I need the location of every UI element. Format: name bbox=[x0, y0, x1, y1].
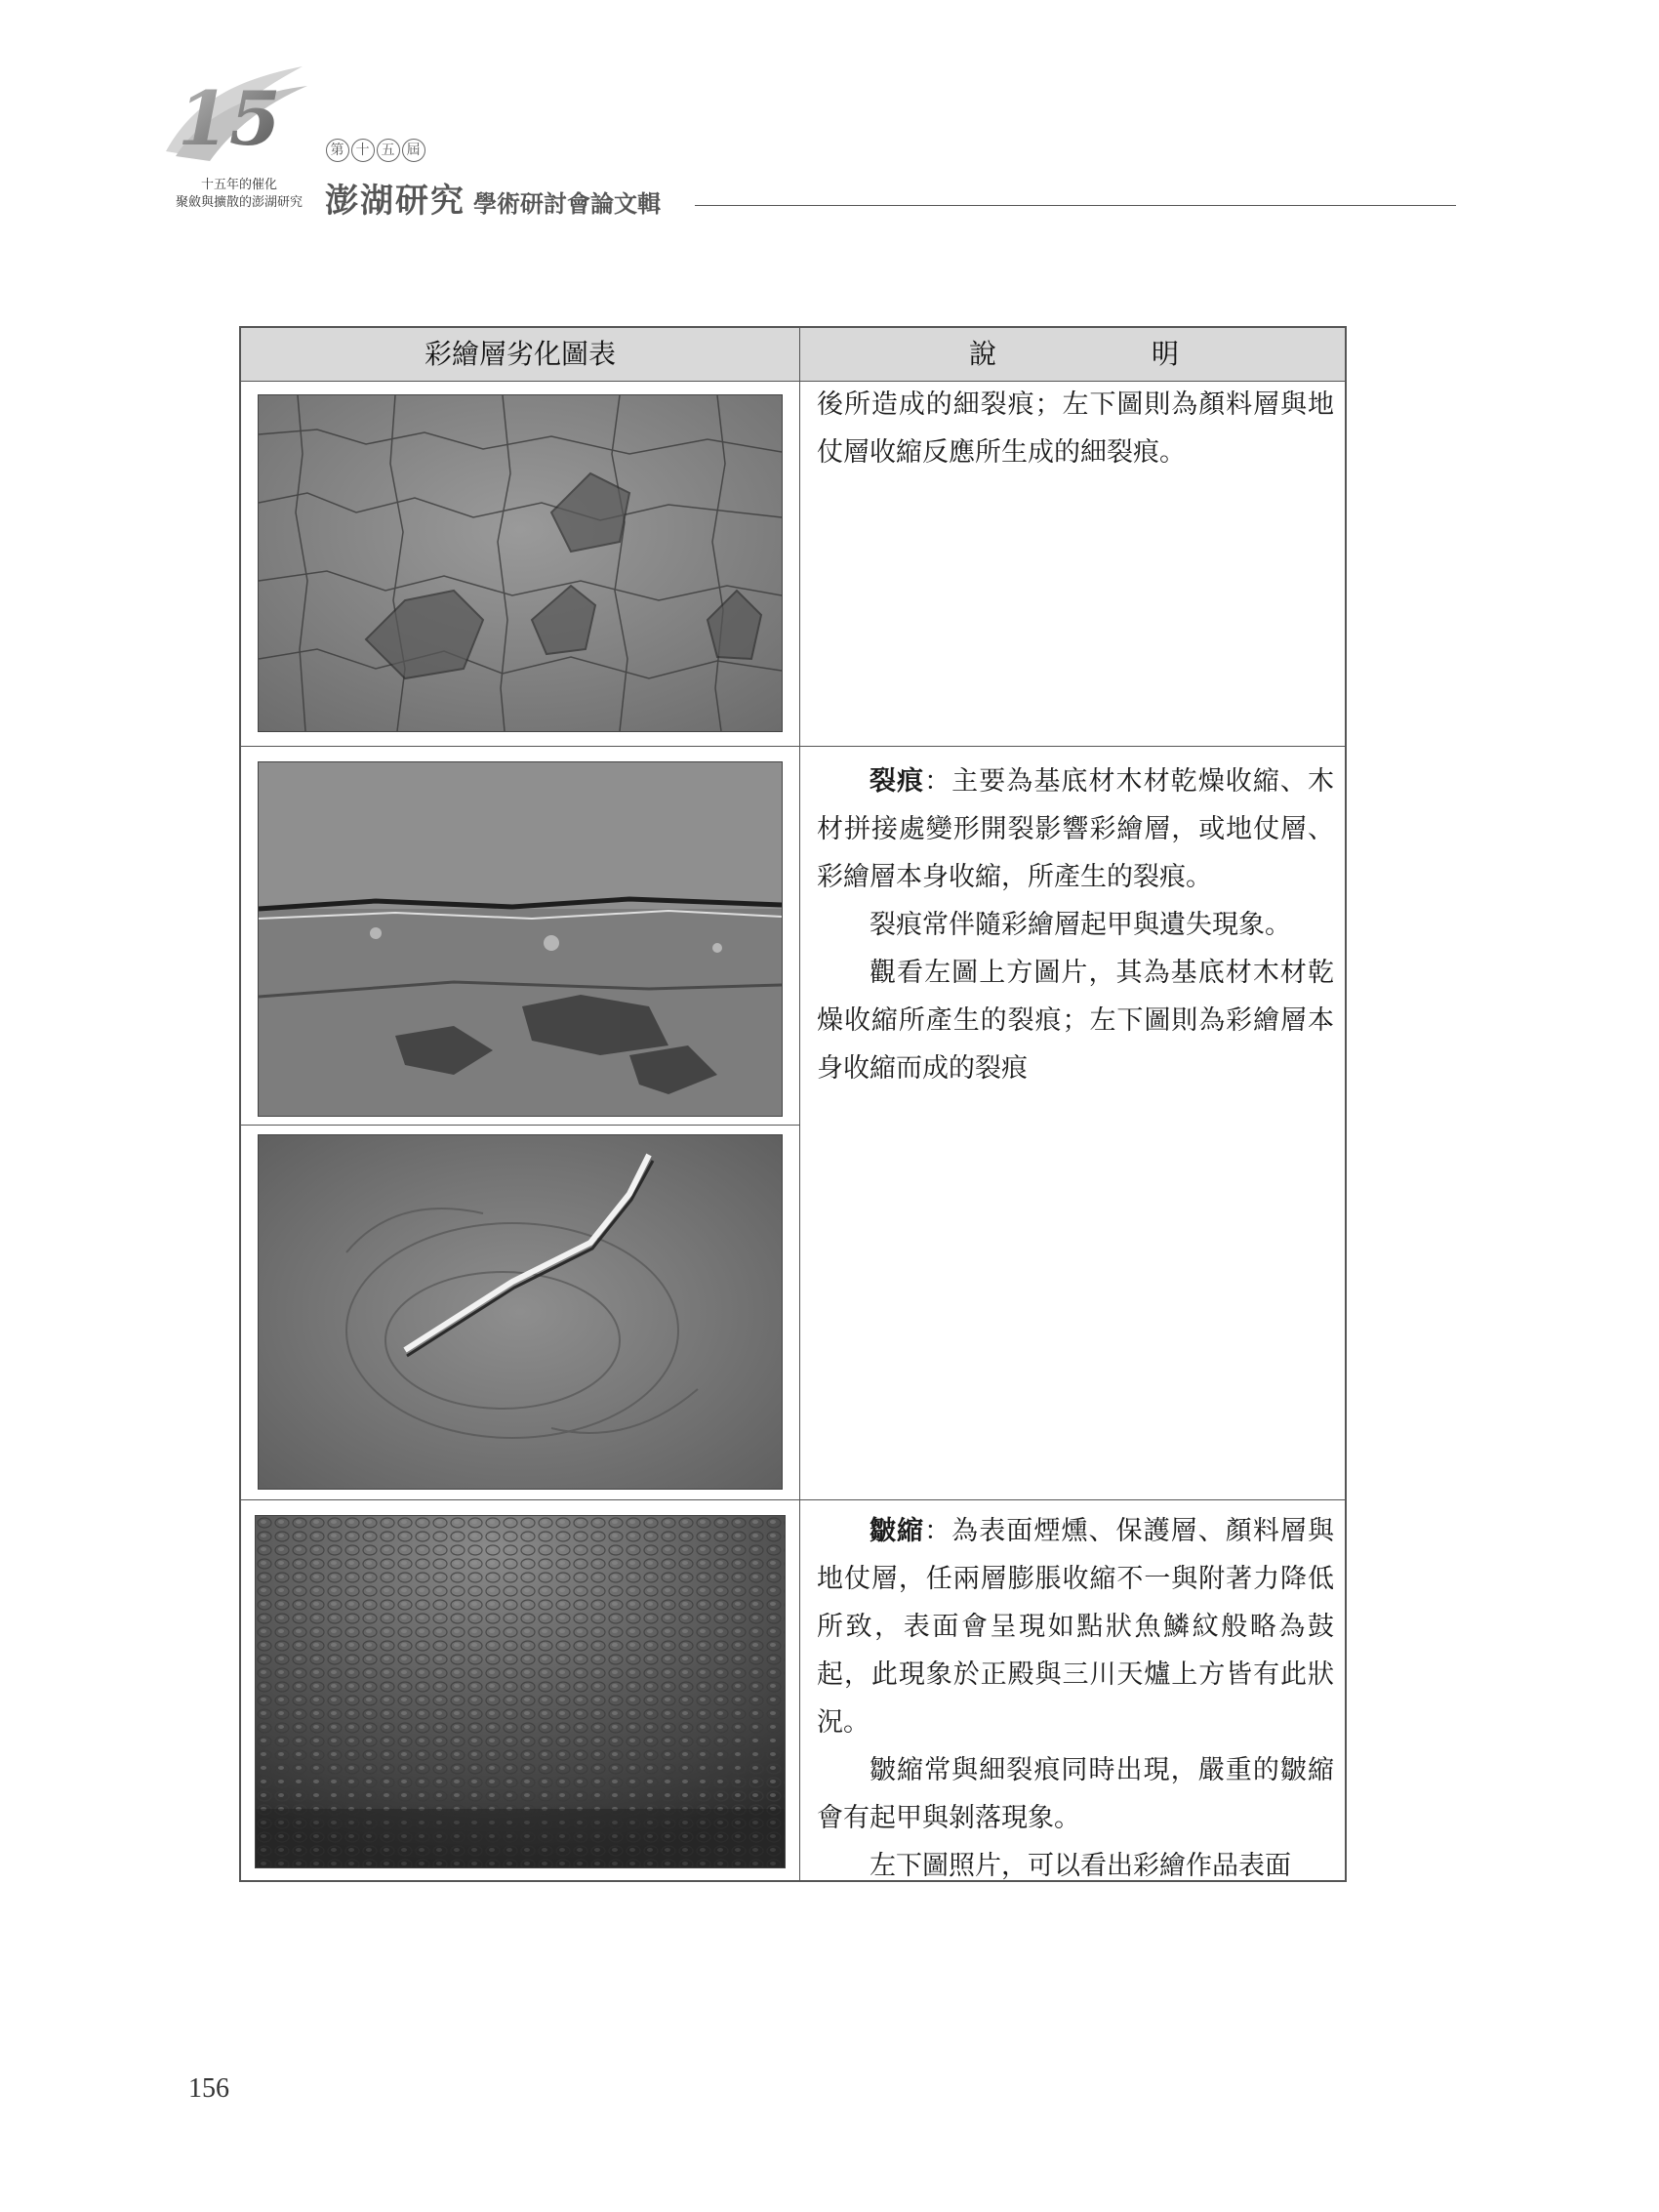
description-row-2 bbox=[817, 758, 1334, 1092]
photo-paint-layer-crack bbox=[258, 1134, 783, 1490]
publication-title-sub: 學術研討會論文輯 bbox=[473, 190, 661, 218]
photo-paint-layer-crack-image bbox=[259, 1135, 782, 1489]
photo-divider bbox=[241, 1125, 799, 1126]
photo-fine-cracks bbox=[258, 394, 783, 732]
description-row-3-para-1 bbox=[817, 1507, 1334, 1746]
column-divider bbox=[799, 328, 800, 1880]
publication-title bbox=[325, 174, 661, 222]
header-right-cell: 說 明 bbox=[969, 338, 1179, 370]
logo-caption-line2: 聚斂與擴散的澎湖研究 bbox=[175, 195, 303, 210]
publication-title-main: 澎湖研究 bbox=[325, 182, 465, 221]
deterioration-table bbox=[239, 326, 1347, 1882]
logo-15-mark bbox=[156, 59, 312, 166]
term-crack: 裂痕 bbox=[870, 766, 925, 797]
conference-logo bbox=[156, 59, 312, 210]
row-divider-1 bbox=[241, 746, 1345, 747]
term-wrinkling: 皺縮 bbox=[870, 1516, 925, 1546]
description-row-2-para-1 bbox=[817, 758, 1334, 901]
description-row-2-para-1-text: ：主要為基底材木材乾燥收縮、木材拼接處變形開裂影響彩繪層，或地仗層、彩繪層本身收縮，所產生的裂痕。 bbox=[817, 766, 1334, 892]
description-row-3-para-3: 左下圖照片，可以看出彩繪作品表面 bbox=[870, 1851, 1291, 1881]
description-row-3 bbox=[817, 1507, 1334, 1890]
header-rule bbox=[695, 205, 1456, 206]
table-header bbox=[241, 328, 1345, 382]
description-row-3-para-1-text: ：為表面煙燻、保護層、顏料層與地仗層，任兩層膨脹收縮不一與附著力降低所致，表面會呈現如點狀魚鱗紋般略為鼓起，此現象於正殿與三川天爐上方皆有此狀況。 bbox=[817, 1516, 1334, 1738]
edition-char-1: 十 bbox=[351, 139, 375, 162]
description-row-3-para-2: 皺縮常與細裂痕同時出現，嚴重的皺縮會有起甲與剝落現象。 bbox=[817, 1755, 1334, 1833]
row-divider-2 bbox=[241, 1499, 1345, 1500]
photo-fine-cracks-image bbox=[259, 395, 782, 731]
photo-wood-crack bbox=[258, 761, 783, 1117]
description-row-2-para-3: 觀看左圖上方圖片，其為基底材木材乾燥收縮所產生的裂痕；左下圖則為彩繪層本身收縮而成的裂痕 bbox=[817, 958, 1334, 1084]
photo-wrinkling-image bbox=[256, 1516, 785, 1867]
logo-caption-line1: 十五年的催化 bbox=[200, 178, 277, 192]
description-row-2-para-2: 裂痕常伴隨彩繪層起甲與遺失現象。 bbox=[870, 910, 1291, 940]
edition-suffix: 屆 bbox=[402, 139, 425, 162]
page-number: 156 bbox=[188, 2073, 229, 2104]
description-row-1 bbox=[817, 381, 1334, 476]
edition-label bbox=[325, 139, 426, 162]
edition-char-2: 五 bbox=[377, 139, 400, 162]
header-left-cell: 彩繪層劣化圖表 bbox=[424, 338, 616, 370]
photo-wrinkling bbox=[255, 1515, 786, 1868]
photo-wood-crack-image bbox=[259, 762, 782, 1116]
description-row-1-para-1: 後所造成的細裂痕；左下圖則為顏料層與地仗層收縮反應所生成的細裂痕。 bbox=[817, 389, 1334, 468]
edition-prefix: 第 bbox=[326, 139, 349, 162]
svg-text:15: 15 bbox=[178, 75, 281, 162]
